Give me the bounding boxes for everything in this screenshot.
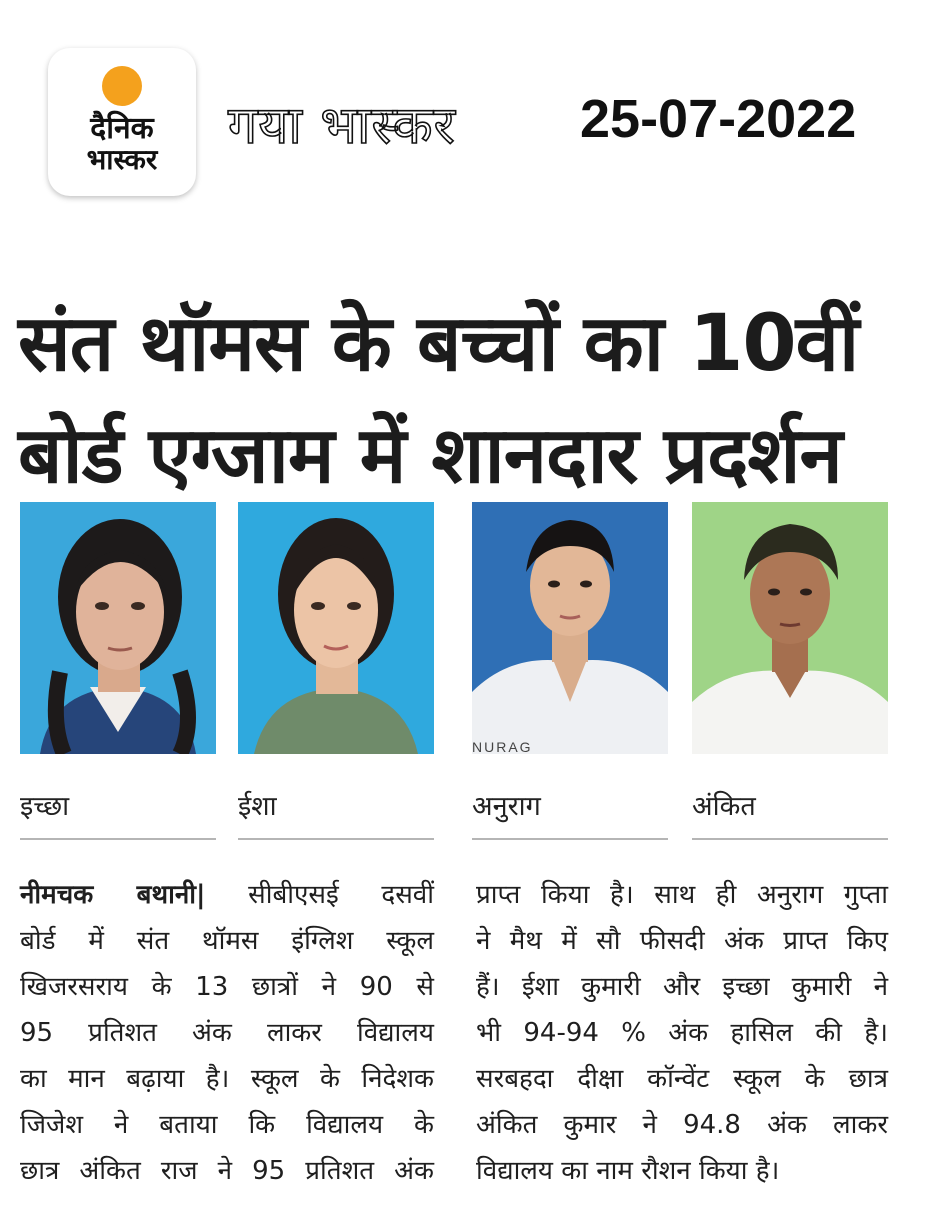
caption-isha: ईशा <box>238 791 277 822</box>
headline-line1: संत थॉमस के बच्चों का 10वीं <box>18 299 859 389</box>
article-line: सरबहदा दीक्षा कॉन्वेंट स्कूल के छात्र <box>476 1064 888 1094</box>
article-line: हैं। ईशा कुमारी और इच्छा कुमारी ने <box>476 972 888 1002</box>
sun-icon <box>102 66 142 106</box>
article-line <box>20 872 434 918</box>
dainik-bhaskar-logo <box>48 48 196 196</box>
divider <box>692 838 888 840</box>
caption-anurag: अनुराग <box>472 791 541 822</box>
article-column-2 <box>476 872 888 1194</box>
article-line: भी 94-94 % अंक हासिल की है। <box>476 1018 888 1048</box>
headline <box>18 288 932 512</box>
article-line: जिजेश ने बताया कि विद्यालय के <box>20 1110 434 1140</box>
divider <box>472 838 668 840</box>
article-line: विद्यालय का नाम रौशन किया है। <box>476 1156 780 1186</box>
article-line: 95 प्रतिशत अंक लाकर विद्यालय <box>20 1018 434 1048</box>
caption-ichchha: इच्छा <box>20 791 70 822</box>
caption-ankit: अंकित <box>692 791 756 822</box>
article-line-text: सीबीएसई दसवीं <box>248 880 434 910</box>
logo-text-line1: दैनिक <box>90 111 154 146</box>
headline-line2: बोर्ड एग्जाम में शानदार प्रदर्शन <box>18 411 842 501</box>
article-line: खिजरसराय के 13 छात्रों ने 90 से <box>20 972 434 1002</box>
article-line: का मान बढ़ाया है। स्कूल के निदेशक <box>20 1064 434 1094</box>
logo-text-line2: भास्कर <box>86 143 158 176</box>
photo-anurag <box>472 502 668 754</box>
publication-date: 25-07-2022 <box>580 89 857 149</box>
shirt-text: NURAG <box>472 739 533 754</box>
divider <box>238 838 434 840</box>
edition-title: गया भास्कर <box>228 96 456 156</box>
article-line: बोर्ड में संत थॉमस इंग्लिश स्कूल <box>20 926 434 956</box>
article-column-1 <box>20 872 434 1194</box>
photo-ichchha <box>20 502 216 754</box>
photo-isha <box>238 502 434 754</box>
article-line: ने मैथ में सौ फीसदी अंक प्राप्त किए <box>476 926 888 956</box>
article-line: छात्र अंकित राज ने 95 प्रतिशत अंक <box>20 1156 434 1186</box>
article-line: अंकित कुमार ने 94.8 अंक लाकर <box>476 1110 888 1140</box>
dateline: नीमचक बथानी| <box>20 880 206 910</box>
divider <box>20 838 216 840</box>
article-line: प्राप्त किया है। साथ ही अनुराग गुप्ता <box>476 880 888 910</box>
photo-ankit <box>692 502 888 754</box>
